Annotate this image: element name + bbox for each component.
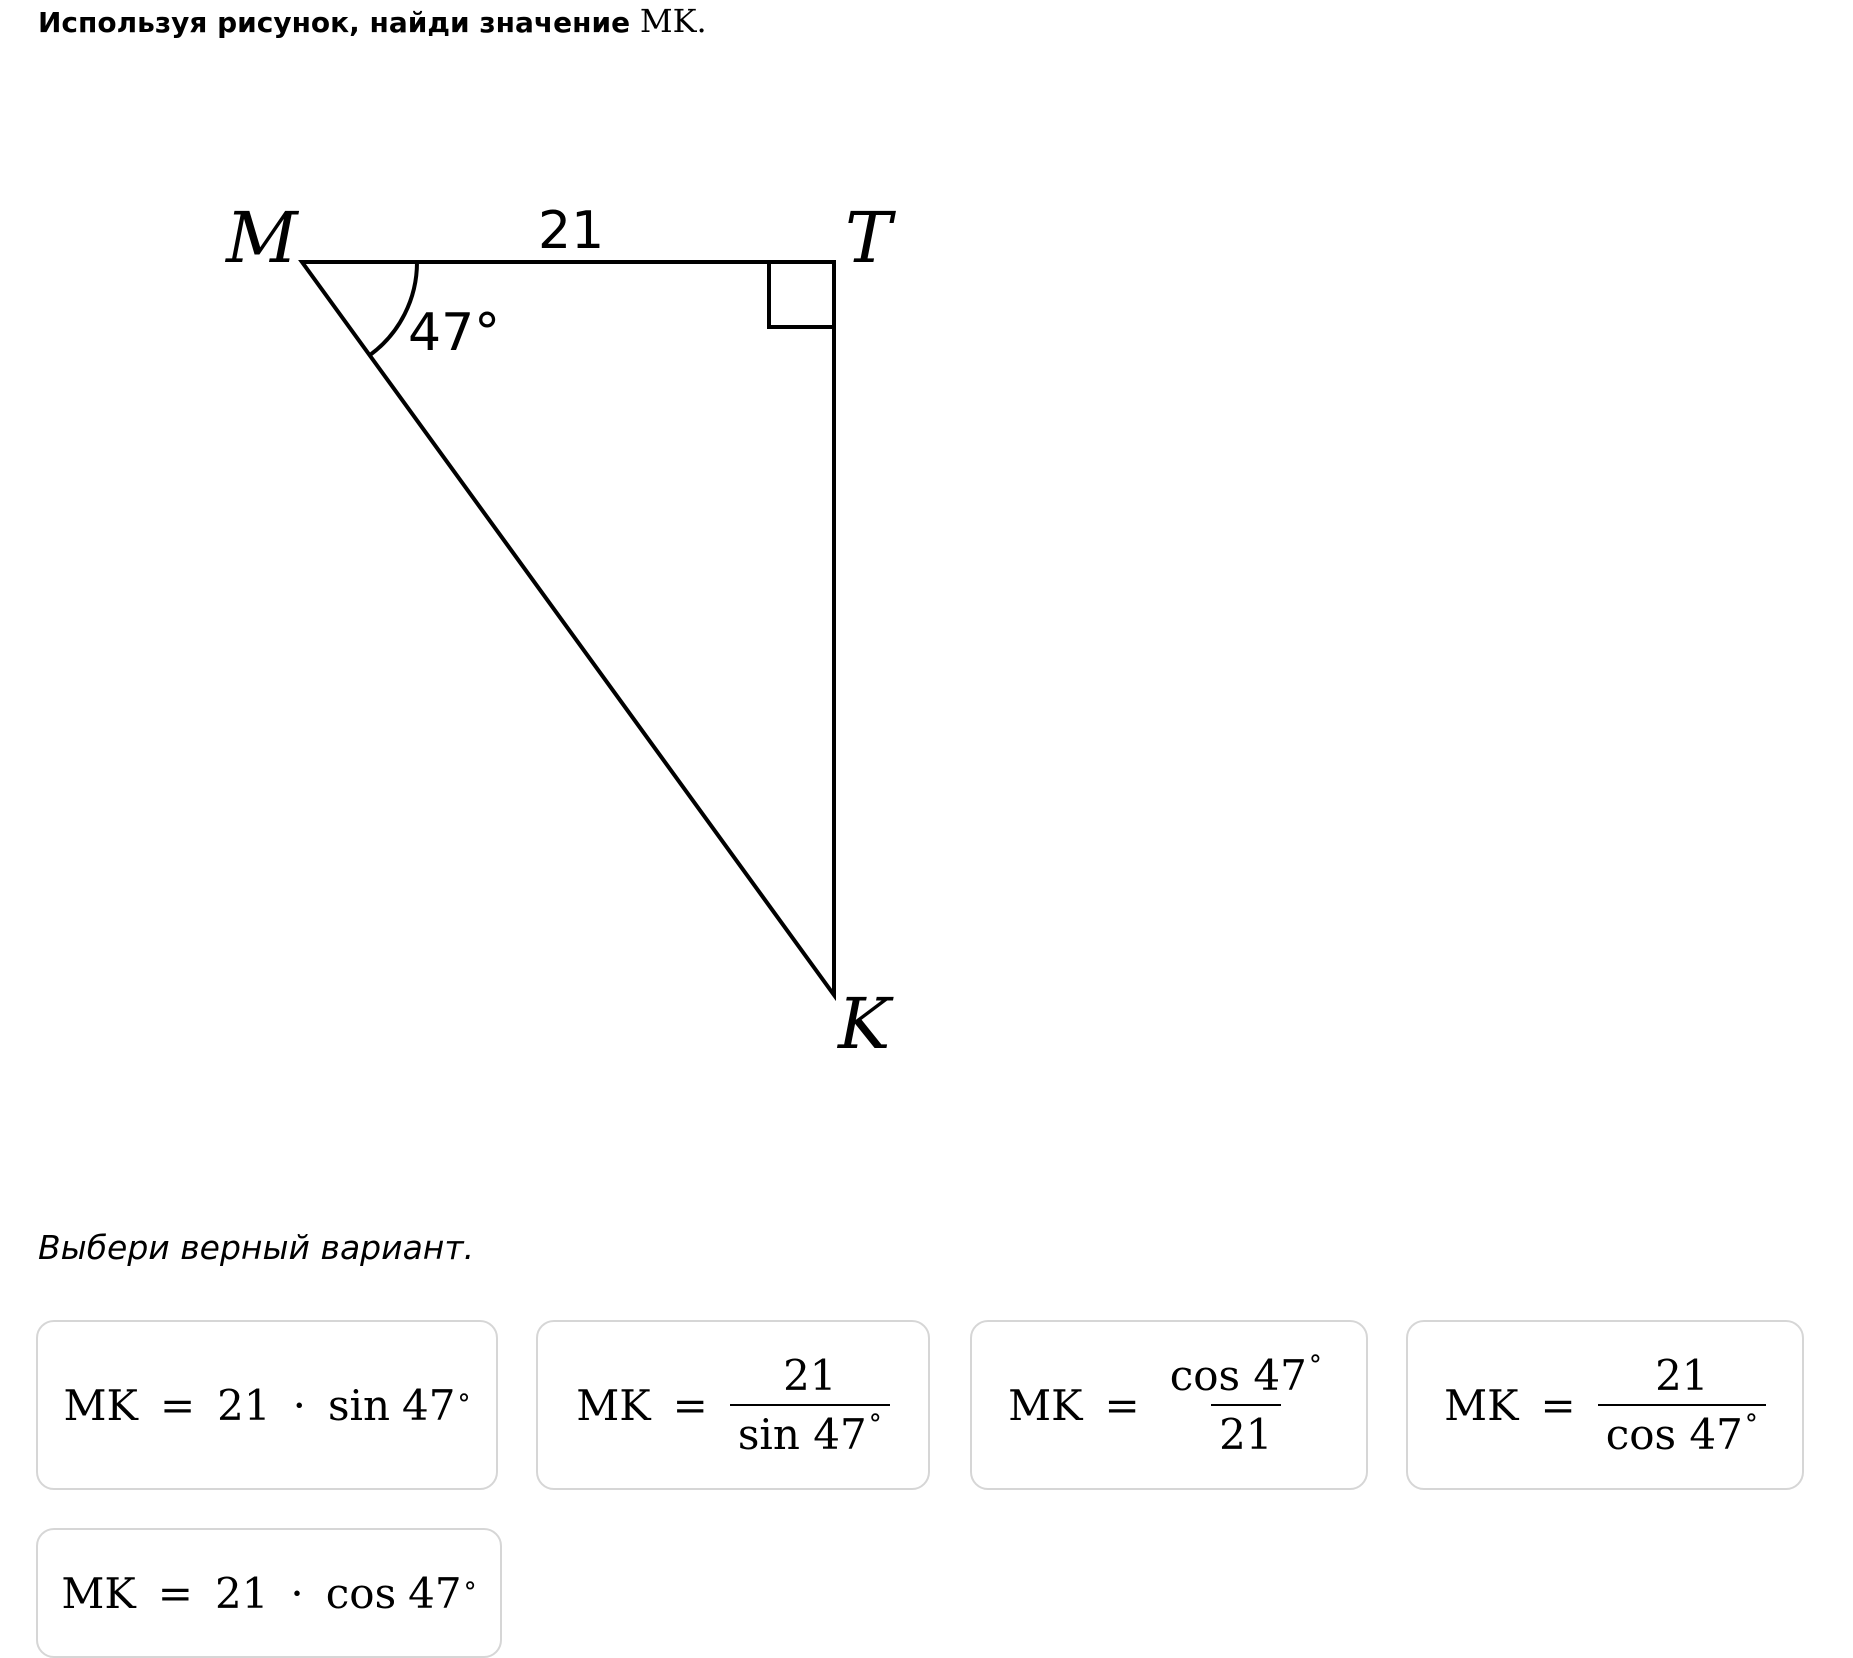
option-dot: ·	[290, 1568, 304, 1618]
right-angle-marker	[769, 262, 834, 327]
option-lhs: MK	[63, 1380, 138, 1430]
answer-option-4[interactable]	[1406, 1320, 1804, 1490]
vertex-label-k: K	[838, 983, 891, 1065]
option-arg: 47	[408, 1568, 462, 1618]
option-numerator: 21	[783, 1351, 837, 1400]
option-numerator: 21	[1655, 1351, 1709, 1400]
option-coef: 21	[214, 1568, 269, 1618]
option-lhs: MK	[1008, 1380, 1083, 1430]
option-fraction	[730, 1351, 890, 1459]
option-fraction	[1162, 1351, 1330, 1459]
angle-label-m: 47°	[408, 303, 501, 363]
choose-prompt: Выбери верный вариант.	[38, 1228, 475, 1267]
option-denominator: sin 47°	[730, 1404, 890, 1459]
option-denominator: 21	[1211, 1404, 1280, 1459]
option-denominator: cos 47°	[1598, 1404, 1766, 1459]
triangle-mtk	[302, 262, 834, 995]
option-fraction	[1598, 1351, 1766, 1459]
option-eq: =	[1540, 1380, 1576, 1430]
answer-option-5[interactable]	[36, 1528, 502, 1658]
option-deg: °	[463, 1578, 477, 1608]
option-fn: cos	[325, 1568, 397, 1618]
question-math: MK.	[639, 2, 707, 40]
option-arg: 47	[402, 1380, 456, 1430]
option-eq: =	[159, 1380, 196, 1430]
option-fn: sin	[327, 1380, 390, 1430]
question-text	[38, 2, 707, 40]
option-eq: =	[157, 1568, 193, 1618]
option-eq: =	[672, 1380, 708, 1430]
option-deg: °	[457, 1390, 471, 1420]
vertex-label-m: M	[226, 197, 298, 279]
vertex-label-t: T	[845, 197, 892, 279]
option-coef: 21	[217, 1380, 271, 1430]
option-eq: =	[1104, 1380, 1140, 1430]
answer-option-3[interactable]	[970, 1320, 1368, 1490]
side-label-mt: 21	[538, 201, 605, 261]
angle-arc-m	[370, 262, 417, 355]
option-lhs: MK	[61, 1568, 136, 1618]
answer-option-2[interactable]	[536, 1320, 930, 1490]
option-lhs: MK	[1444, 1380, 1519, 1430]
option-lhs: MK	[576, 1380, 651, 1430]
option-dot: ·	[292, 1380, 306, 1430]
question-label: Используя рисунок, найди значение	[38, 6, 631, 39]
option-numerator: cos 47°	[1169, 1351, 1322, 1400]
answer-option-1[interactable]	[36, 1320, 498, 1490]
